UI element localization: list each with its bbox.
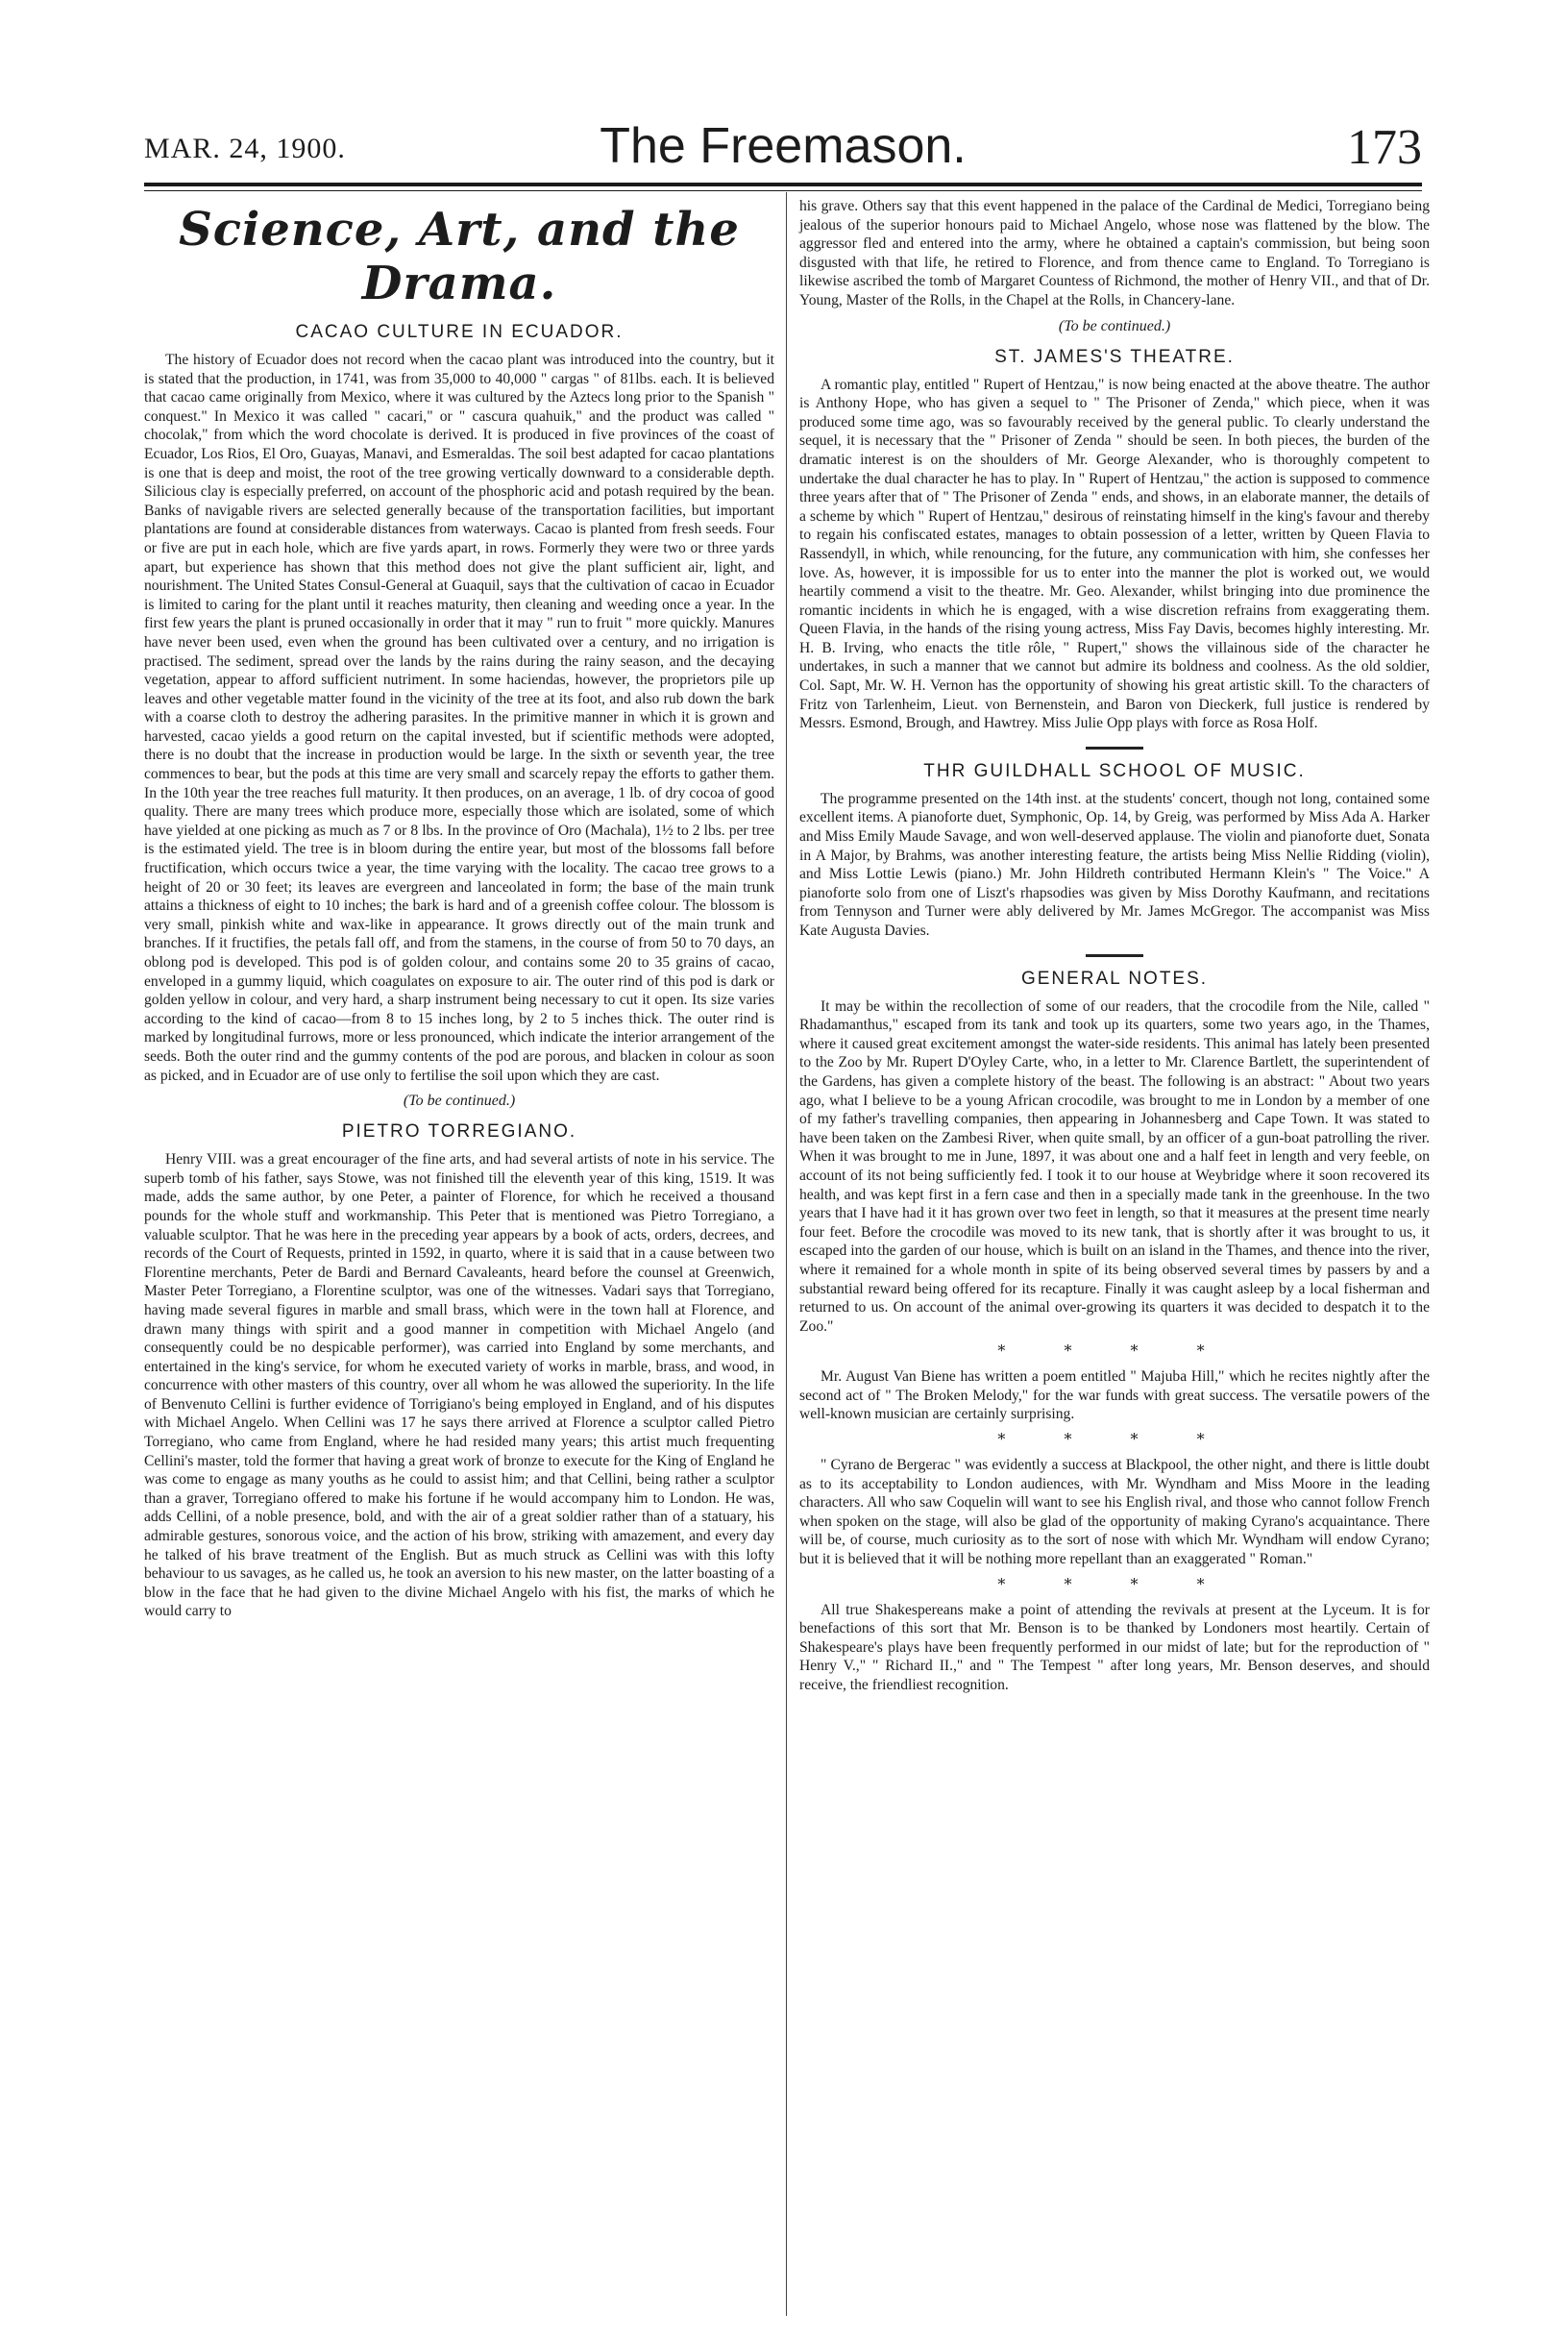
column-divider xyxy=(786,192,787,2316)
left-column xyxy=(144,197,774,1625)
article-paragraph: The history of Ecuador does not record when the cacao plant was introduced into the country, but it is stated that the production, in 1741, was from 35,000 to 40,000 " cargas " of 81lbs. each. It is believed that cacao came originally from Mexico, where it was cultured by the Aztecs long prior to the Spanish " conquest." In Mexico it was called " cacari," or " cascura quahuik," and the product was called " chocolak," from which the word chocolate is derived. It is produced in five provinces of the coast of Ecuador, Los Rios, El Oro, Guayas, Manavi, and Esmeraldas. The soil best adapted for cacao plantations is one that is deep and moist, the root of the tree growing vertically downward to a considerable depth. Silicious clay is especially preferred, on account of the phosphoric acid and potash required by the bean. Banks of navigable rivers are selected generally because of the transportation facilities, but important plantations are found at considerable distances from waterways. Cacao is planted from fresh seeds. Four or five are put in each hole, which are five yards apart, in rows. Formerly they were two or three yards apart, but experience has shown that this method does not give the plant sufficient air, light, and nourishment. The United States Consul-General at Guaquil, says that the cultivation of cacao in Ecuador is limited to caring for the plant until it reaches maturity, then cleaning and weeding once a year. In the first few years the plant is pruned occasionally in order that it may " run to fruit " more quickly. Manures have never been used, even when the ground has been cultivated over a century, and no irrigation is practised. The sediment, spread over the lands by the rains during the rainy season, and the decaying vegetation, appear to afford sufficient nutriment. In some haciendas, however, the proprietors pile up leaves and other vegetable matter found in the vicinity of the tree at its foot, and also rub down the bark with a coarse cloth to destroy the adhering parasites. In the primitive manner in which it is grown and harvested, cacao yields a good return on the capital invested, but if scientific methods were adopted, there is no doubt that the increase in production would be large. In the sixth or seventh year, the tree commences to bear, but the pods at this time are very small and scarcely repay the efforts to gather them. In the 10th year the tree reaches full maturity. It then produces, on an average, 1 lb. of dry cocoa of good quality. There are many trees which produce more, especially those which are isolated, some of which have yielded at one picking as much as 7 or 8 lbs. In the province of Oro (Machala), 1½ to 2 lbs. per tree is the estimated yield. The tree is in bloom during the entire year, but most of the blossoms fall before fructification, which occurs twice a year, the time varying with the locality. The cacao tree grows to a height of 20 or 30 feet; its leaves are evergreen and lanceolated in form; the base of the main trunk attains a thickness of eight to 10 inches; the bark is hard and of a greenish coffee colour. The blossom is very small, pinkish white and wax-like in appearance. It grows directly out of the main trunk and branches. If it fructifies, the petals fall off, and from the stamens, in the course of from 50 to 70 days, an oblong pod is developed. This pod is of golden colour, and contains some 20 to 35 grains of cacao, enveloped in a gummy liquid, which coagulates on exposure to air. The outer rind of this pod is dark or golden yellow in colour, and very hard, a sharp instrument being necessary to cut it open. Its size varies according to the kind of cacao—from 8 to 15 inches long, by 2 to 5 inches thick. The outer rind is marked by longitudinal furrows, more or less pronounced, which indicate the interior arrangement of the seeds. Both the outer rind and the gummy contents of the pod are porous, and blacken in colour as soon as picked, and in Ecuador are of use only to fertilise the soil upon which they are cast. xyxy=(144,352,774,1084)
article-title-torregiano: PIETRO TORREGIANO. xyxy=(341,1121,577,1143)
star-separator: * * * * xyxy=(997,1341,1232,1361)
star-separator: * * * * xyxy=(997,1430,1232,1449)
article-paragraph: A romantic play, entitled " Rupert of Hentzau," is now being enacted at the above theatre. The author is Anthony Hope, who has given a sequel to " The Prisoner of Zenda," which piece, when it was produced some time ago, was so favourably received by the general public. To clearly understand the sequel, it is necessary that the " Prisoner of Zenda " should be seen. In both pieces, the burden of the dramatic interest is on the shoulders of Mr. George Alexander, who is thoroughly competent to undertake the dual character he has to play. In " Rupert of Hentzau," the action is supposed to commence three years after that of " The Prisoner of Zenda " ends, and shows, in an elaborate manner, the details of a scheme by which " Rupert of Hentzau," desirous of reinstating himself in the king's favour and thereby to regain his confiscated estates, manages to obtain possession of a letter, written by Queen Flavia to Rassendyll, in which, while renouncing, for the future, any communication with him, she confesses her love. As, however, it is impossible for us to enter into the manner the plot is worked out, we would heartily commend a visit to the theatre. Mr. Geo. Alexander, whilst bringing into due prominence the romantic incidents in which he is engaged, with a wise discretion refrains from exaggerating them. Queen Flavia, in the hands of the rising young actress, Miss Fay Davis, becomes highly interesting. Mr. H. B. Irving, who enacts the title rôle, " Rupert," shows the villainous side of the character he undertakes, in such a manner that we cannot but admire its boldness and coolness. As the old soldier, Col. Sapt, Mr. W. H. Vernon has the opportunity of showing his great artistic skill. To the characters of Fritz von Tarlenheim, Lieut. von Bernenstein, and Baron von Dieckerk, full justice is rendered by Messrs. Esmond, Brough, and Hawtrey. Miss Julie Opp plays with force as Rosa Holf. xyxy=(799,376,1430,732)
masthead xyxy=(144,113,1422,183)
article-paragraph: It may be within the recollection of some of our readers, that the crocodile from the Nile, called " Rhadamanthus," escaped from its tank and took up its quarters, some two years ago, in the Thames, where it caused great excitement amongst the water-side residents. This animal has lately been presented to the Zoo by Mr. Rupert D'Oyley Carte, who, in a letter to Mr. Clarence Bartlett, the superintendent of the Gardens, has given a complete history of the beast. The following is an abstract: " About two years ago, what I believe to be a young African crocodile, was brought to me in London by a member of one of my father's travelling companies, then appearing in Johannesberg and Cape Town. It was stated to have been taken on the Zambesi River, when quite small, by an officer of a gun-boat patrolling the river. When it was brought to me in June, 1897, it was about one and a half feet in length and very feeble, on account of its not being sufficiently fed. I took it to our house at Weybridge where it soon recovered its health, and was kept first in a fern case and then in a specially made tank in the greenhouse. In the two years that I have had it it has grown over two feet in length, so that it measures at the present time nearly four feet. Before the crocodile was moved to its new tank, that is shortly after it was brought to us, it escaped into the garden of our house, which is built on an island in the Thames, and thence into the river, where it remained for a whole month in spite of its being observed several times by passers by and a substantial reward being offered for its recapture. Finally it was caught asleep by a local fisherman and returned to us. On account of the animal over-growing its quarters it was decided to despatch it to the Zoo." xyxy=(799,997,1430,1335)
issue-date: MAR. 24, 1900. xyxy=(144,133,346,164)
masthead-rule-thick xyxy=(144,183,1422,186)
continued-note: (To be continued.) xyxy=(403,1093,516,1110)
section-title: Science, Art, and the Drama. xyxy=(179,203,740,310)
article-paragraph: Henry VIII. was a great encourager of the fine arts, and had several artists of note in his service. The superb tomb of his father, says Stowe, was not finished till the eleventh year of this king, 1519. It was made, adds the same author, by one Peter, a painter of Florence, for which he received a thousand pounds for the whole stuff and workmanship. This Peter that is mentioned was Pietro Torregiano, a valuable sculptor. That he was here in the preceding year appears by a book of acts, orders, decrees, and records of the Court of Requests, printed in 1592, in quarto, where it is said that in a cause between two Florentine merchants, Peter de Bardi and Bernard Cavaleants, heard before the counsel at Greenwich, Master Peter Torregiano, a Florentine sculptor, was one of the witnesses. Vadari says that Torregiano, having made several figures in marble and small brass, which were in the town hall at Florence, and drawn many things with spirit and a good manner in competition with Michael Angelo (and consequently could be no despicable performer), was carried into England by some merchants, and entertained in the king's service, for whom he executed variety of works in marble, brass, and wood, in concurrence with other masters of this country, over all whom he was allowed the superiority. In the life of Benvenuto Cellini is further evidence of Torrigiano's being employed in England, and of his disputes with Michael Angelo. When Cellini was 17 he says there arrived at Florence a sculptor called Pietro Torregiano, who came from England, where he had resided many years; this artist much frequenting Cellini's master, told the former that having a great work of bronze to execute for the King of England he was come to engage as many youths as he could to assist him; and that Cellini, being rather a sculptor than a graver, Torregiano offered to make his fortune if he would accompany him to London. He was, adds Cellini, of a noble presence, bold, and with the air of a great soldier rather than of a statuary, his admirable gestures, sonorous voice, and the action of his brow, striking with amazement, and every day he talked of his brave treatment of the English. But as much struck as Cellini was with this lofty behaviour to us savages, as he called us, he took an aversion to his new master, on the latter boasting of a blow in the face that he had given to the divine Michael Angelo with his fist, the marks of which he would carry to xyxy=(144,1151,774,1620)
section-divider xyxy=(1086,747,1143,750)
article-title-general-notes: GENERAL NOTES. xyxy=(1020,968,1209,989)
article-paragraph: The programme presented on the 14th inst. at the students' concert, though not long, contained some excellent items. A pianoforte duet, Symphonic, Op. 14, by Greig, was performed by Miss Ada A. Harker and Miss Emily Maude Savage, and won well-deserved applause. The violin and pianoforte duet, Sonata in A Major, by Brahms, was another interesting feature, the artists being Miss Nellie Ridding (violin), and Miss Lottie Lewis (piano.) Mr. John Hildreth contributed Hermann Klein's " The Voice." A pianoforte solo from one of Liszt's rhapsodies was given by Miss Dorothy Kaufmann, and recitations from Tennyson and Turner were ably delivered by Mr. James McGregor. The accompanist was Miss Kate Augusta Davies. xyxy=(799,790,1430,939)
page-number: 173 xyxy=(1347,120,1422,175)
article-paragraph: " Cyrano de Bergerac " was evidently a success at Blackpool, the other night, and there is little doubt as to its acceptability to London audiences, with Mr. Wyndham and Miss Moore in the leading characters. All who saw Coquelin will want to see his English rival, and those who cannot follow French when spoken on the stage, will also be glad of the opportunity of making Cyrano's acquaintance. There will be, of course, much curiosity as to the sort of nose with which Mr. Wyndham will endow Cyrano; but it is believed that it will be nothing more repellant than an exaggerated " Roman." xyxy=(799,1457,1430,1568)
star-separator: * * * * xyxy=(997,1574,1232,1593)
masthead-rule-thin xyxy=(144,190,1422,191)
article-paragraph: All true Shakespereans make a point of attending the revivals at present at the Lyceum. It is for benefactions of this sort that Mr. Benson is to be thanked by Londoners most heartily. Certain of Shakespeare's plays have been frequently performed in our midst of late; but for the reproduction of " Henry V.," " Richard II.," and " The Tempest " after long years, Mr. Benson deserves, and should receive, the friendliest recognition. xyxy=(799,1601,1430,1693)
article-paragraph: his grave. Others say that this event happened in the palace of the Cardinal de Medici, Torregiano being jealous of the superior honours paid to Michael Angelo, whose nose was flattened by the blow. The aggressor fled and entered into the army, where he obtained a captain's commission, but being soon disgusted with that life, he retired to Florence, and from thence came to England. To Torregiano is likewise ascribed the tomb of Margaret Countess of Richmond, the mother of Henry VII., and that of Dr. Young, Master of the Rolls, in the Chapel at the Rolls, in Chancery-lane. xyxy=(799,198,1430,308)
article-title-guildhall: THR GUILDHALL SCHOOL OF MUSIC. xyxy=(923,760,1306,781)
article-title-cacao: CACAO CULTURE IN ECUADOR. xyxy=(295,322,624,342)
publication-title: The Freemason. xyxy=(600,118,967,174)
article-title-st-james-theatre: ST. JAMES'S THEATRE. xyxy=(994,346,1235,367)
right-column xyxy=(799,197,1430,1699)
section-divider xyxy=(1086,954,1143,957)
article-paragraph: Mr. August Van Biene has written a poem entitled " Majuba Hill," which he recites nightly after the second act of " The Broken Melody," for the war funds with great success. The versatile powers of the well-known musician are certainly surprising. xyxy=(799,1368,1430,1423)
continued-note: (To be continued.) xyxy=(1058,317,1171,334)
